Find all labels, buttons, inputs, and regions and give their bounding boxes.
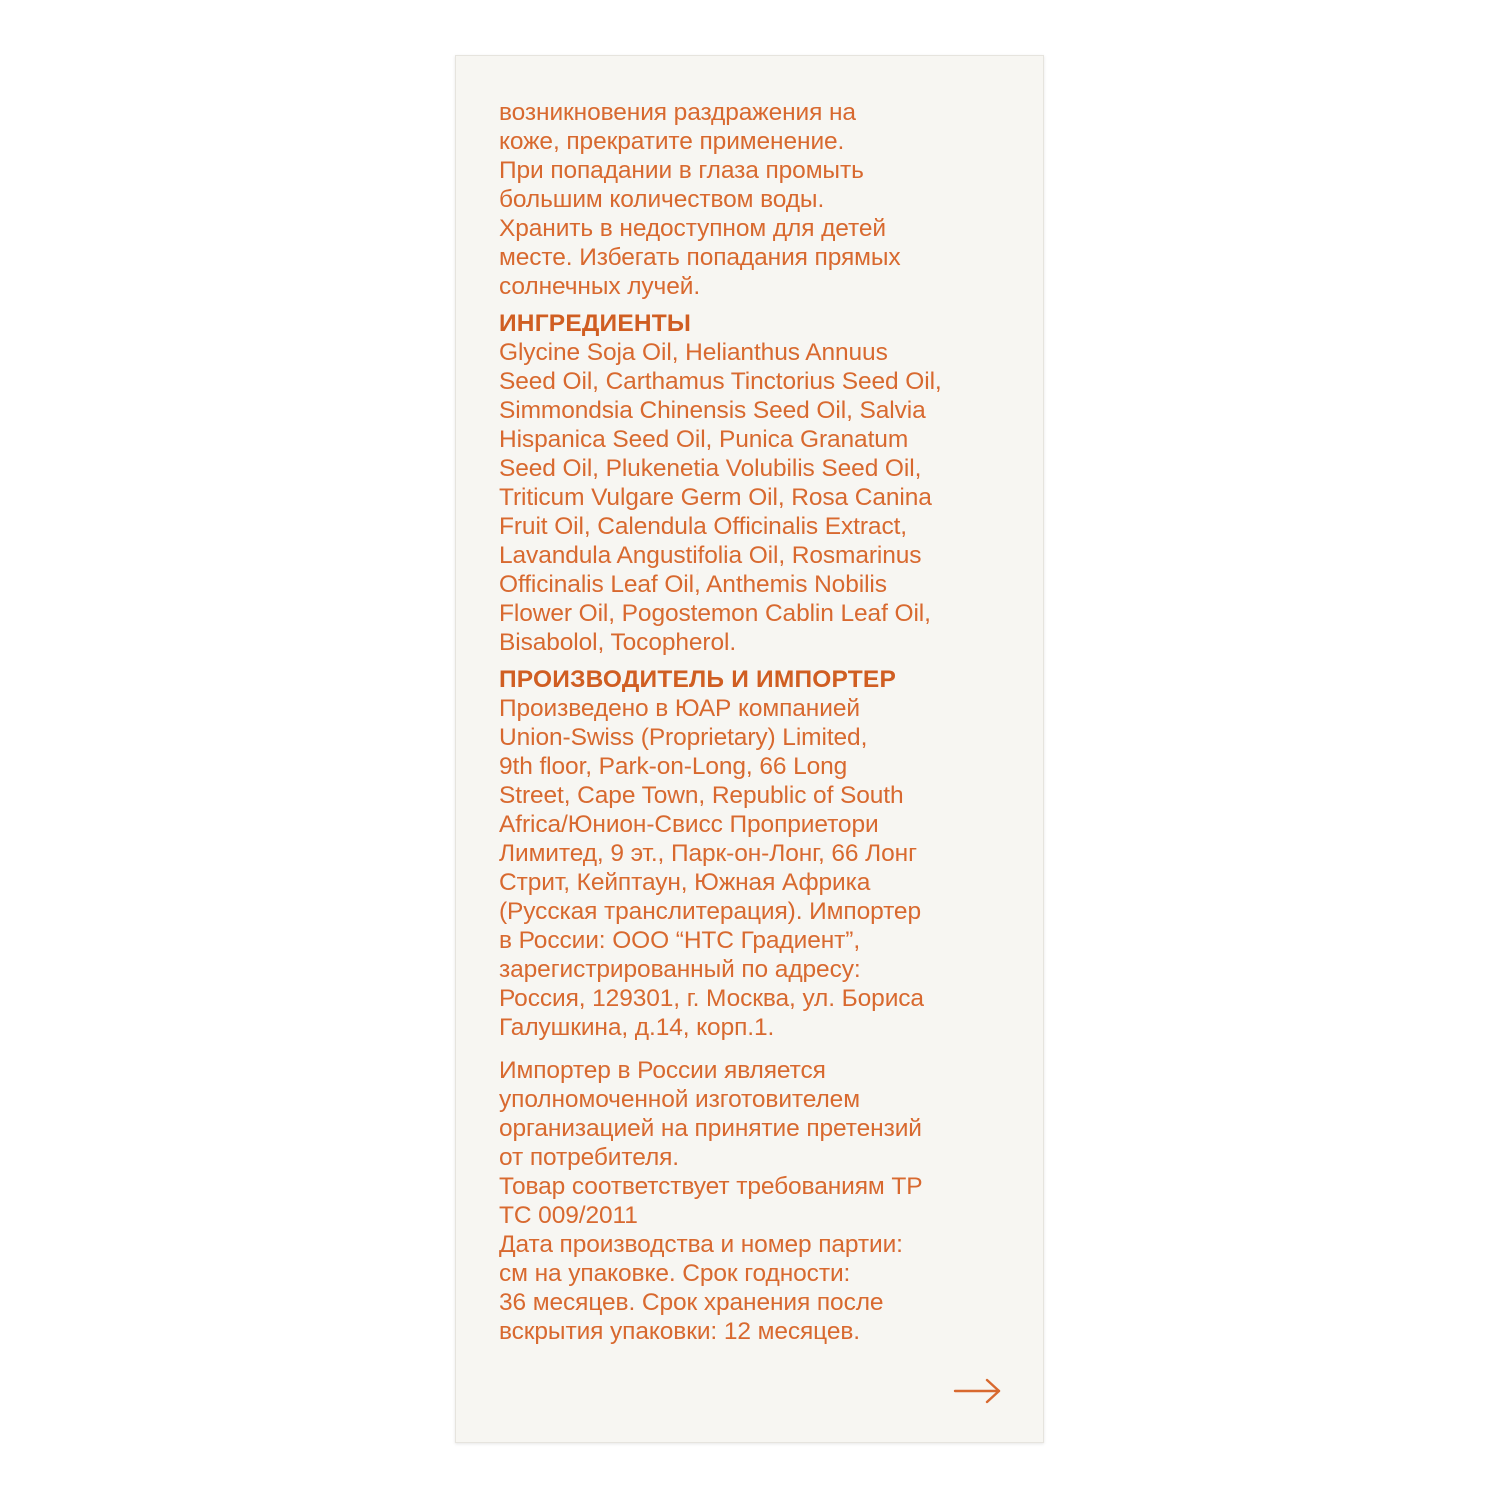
text-line: Triticum Vulgare Germ Oil, Rosa Canina: [499, 484, 932, 511]
text-line: Union-Swiss (Proprietary) Limited,: [499, 724, 868, 751]
text-line: Flower Oil, Pogostemon Cablin Leaf Oil,: [499, 600, 931, 627]
text-line: большим количеством воды.: [499, 186, 825, 213]
text-line: Hispanica Seed Oil, Punica Granatum: [499, 426, 909, 453]
text-line: Произведено в ЮАР компанией: [499, 695, 860, 722]
text-line: уполномоченной изготовителем: [499, 1086, 860, 1113]
ingredients-section: [499, 309, 1019, 657]
text-line: вскрытия упаковки: 12 месяцев.: [499, 1318, 860, 1345]
warnings-section: [499, 98, 1019, 301]
text-line: солнечных лучей.: [499, 273, 701, 300]
text-line: Officinalis Leaf Oil, Anthemis Nobilis: [499, 571, 887, 598]
text-line: Галушкина, д.14, корп.1.: [499, 1014, 775, 1041]
text-line: зарегистрированный по адресу:: [499, 956, 861, 983]
text-line: Россия, 129301, г. Москва, ул. Бориса: [499, 985, 924, 1012]
text-line: Дата производства и номер партии:: [499, 1231, 903, 1258]
ingredients-heading: ИНГРЕДИЕНТЫ: [499, 310, 692, 337]
text-line: ТС 009/2011: [499, 1202, 638, 1229]
text-line: см на упаковке. Срок годности:: [499, 1260, 851, 1287]
text-line: Bisabolol, Tocopherol.: [499, 629, 737, 656]
manufacturer-section: [499, 665, 1019, 1042]
text-line: Simmondsia Chinensis Seed Oil, Salvia: [499, 397, 926, 424]
label-text: [499, 98, 1019, 1346]
text-line: Glycine Soja Oil, Helianthus Annuus: [499, 339, 888, 366]
text-line: Лимитед, 9 эт., Парк-он-Лонг, 66 Лонг: [499, 840, 917, 867]
manufacturer-heading: ПРОИЗВОДИТЕЛЬ И ИМПОРТЕР: [499, 666, 897, 693]
text-line: (Русская транслитерация). Импортер: [499, 898, 921, 925]
text-line: Товар соответствует требованиям ТР: [499, 1173, 923, 1200]
text-line: 9th floor, Park-on-Long, 66 Long: [499, 753, 848, 780]
text-line: коже, прекратите применение.: [499, 128, 845, 155]
text-line: 36 месяцев. Срок хранения после: [499, 1289, 884, 1316]
text-line: Хранить в недоступном для детей: [499, 215, 886, 242]
text-line: месте. Избегать попадания прямых: [499, 244, 901, 271]
text-line: Seed Oil, Plukenetia Volubilis Seed Oil,: [499, 455, 922, 482]
text-line: Стрит, Кейптаун, Южная Африка: [499, 869, 871, 896]
text-line: Street, Cape Town, Republic of South: [499, 782, 904, 809]
text-line: Импортер в России является: [499, 1057, 826, 1084]
text-line: Lavandula Angustifolia Oil, Rosmarinus: [499, 542, 922, 569]
text-line: Fruit Oil, Calendula Officinalis Extract,: [499, 513, 908, 540]
notes-section: [499, 1056, 1019, 1346]
text-line: от потребителя.: [499, 1144, 680, 1171]
text-line: Africa/Юнион-Свисс Проприетори: [499, 811, 879, 838]
text-line: возникновения раздражения на: [499, 99, 856, 126]
text-line: При попадании в глаза промыть: [499, 157, 864, 184]
text-line: Seed Oil, Carthamus Tinctorius Seed Oil,: [499, 368, 942, 395]
text-line: в России: ООО “НТС Градиент”,: [499, 927, 861, 954]
arrow-right-icon: [953, 1376, 1003, 1406]
text-line: организацией на принятие претензий: [499, 1115, 922, 1142]
